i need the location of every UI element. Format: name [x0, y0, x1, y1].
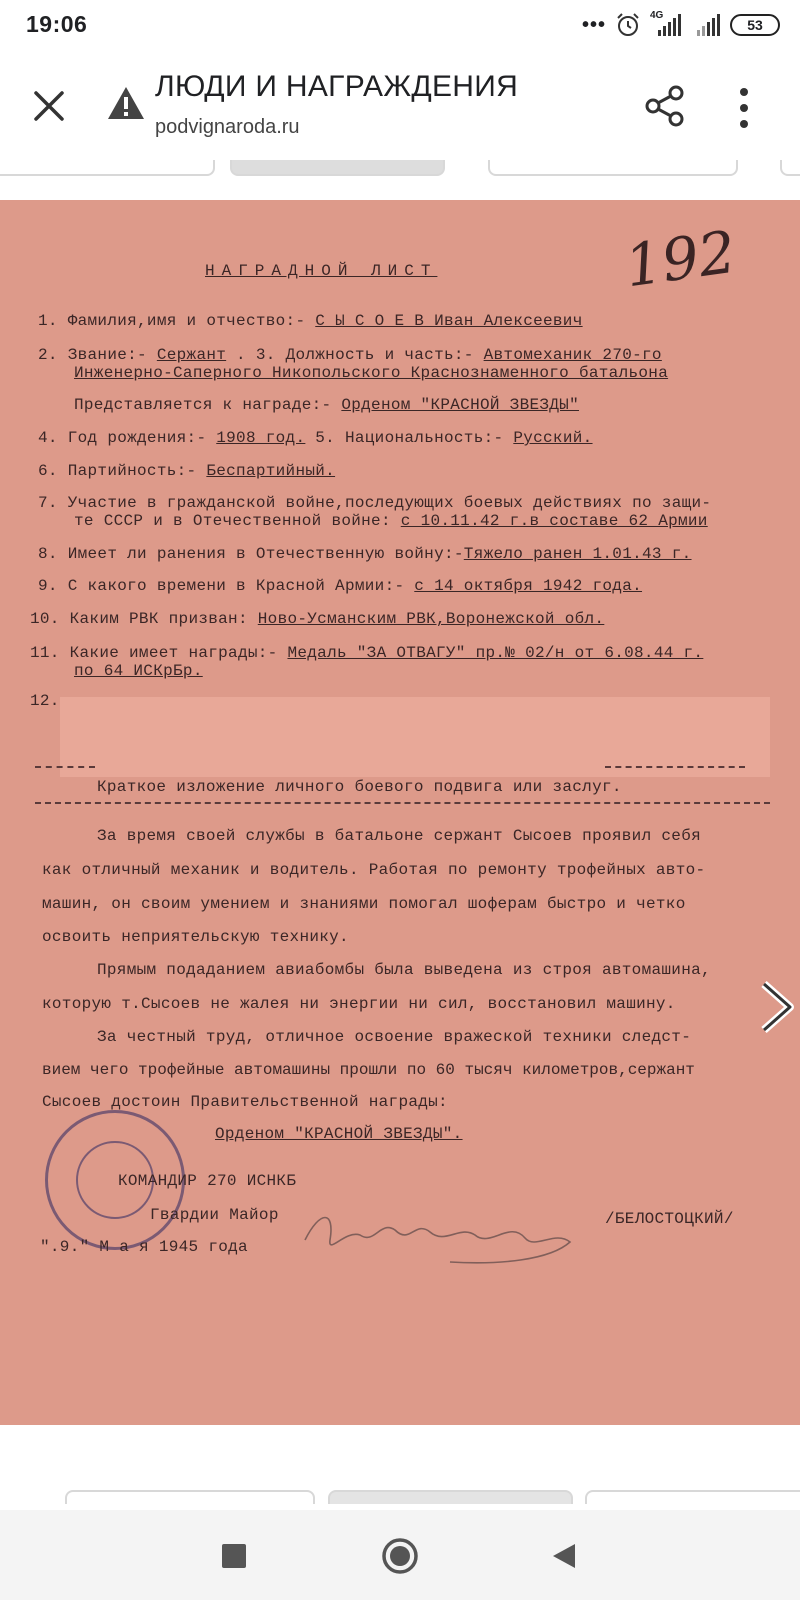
doc-line-11: 11. Какие имеет награды:- Медаль "ЗА ОТВАГУ" пр.№ 02/н от 6.08.44 г. [30, 644, 704, 662]
section-heading: Краткое изложение личного боевого подвига или заслуг. [97, 778, 622, 796]
body-line: освоить неприятельскую технику. [42, 928, 349, 946]
doc-line-7: 7. Участие в гражданской войне,последующих боевых действиях по защи- [38, 494, 712, 512]
battery-indicator: 53 [730, 14, 780, 36]
gallery-thumb[interactable] [780, 160, 800, 176]
document-date: ".9." М а я 1945 года [40, 1238, 248, 1256]
doc-line-11-cont: по 64 ИСКрБр. [74, 662, 203, 680]
blurred-region [60, 697, 770, 777]
status-bar [0, 0, 800, 50]
alarm-icon [615, 12, 641, 38]
triangle-back-icon [551, 1542, 577, 1570]
body-line: которую т.Сысоев не жалея ни энергии ни сил, восстановил машину. [42, 995, 676, 1013]
award-sheet-document [0, 200, 800, 1425]
gallery-thumb[interactable] [585, 1490, 800, 1504]
cellular-signal-icon: 4G [650, 14, 682, 36]
body-line: За время своей службы в батальоне сержант Сысоев проявил себя [97, 827, 701, 845]
body-line: как отличный механик и водитель. Работая по ремонту трофейных авто- [42, 861, 706, 879]
recent-apps-button[interactable] [210, 1532, 258, 1580]
close-icon[interactable] [28, 85, 70, 127]
gallery-thumb[interactable] [65, 1490, 315, 1504]
doc-line-12: 12. [30, 692, 60, 710]
doc-line-2: 2. Звание:- Сержант . 3. Должность и часть:- Автомеханик 270-го [38, 346, 662, 364]
doc-line-2-cont: Инженерно-Саперного Никопольского Краснознаменного батальона [74, 364, 669, 382]
gallery-thumb-strip-bottom [0, 1425, 800, 1510]
commander-rank: Гвардии Майор [150, 1206, 279, 1224]
gallery-thumb[interactable] [0, 160, 215, 176]
body-line: вием чего трофейные автомашины прошли по 60 тысяч километров,сержант [42, 1061, 695, 1079]
doc-line-8: 8. Имеет ли ранения в Отечественную войну:-Тяжело ранен 1.01.43 г. [38, 545, 692, 563]
system-navigation-bar [0, 1510, 800, 1600]
chevron-right-icon[interactable] [756, 980, 796, 1034]
commander-name: /БЕЛОСТОЦКИЙ/ [605, 1210, 734, 1228]
dashed-divider [605, 766, 745, 768]
cellular-signal-2-icon [691, 14, 721, 36]
custom-tab-toolbar [0, 50, 800, 160]
gallery-thumb[interactable] [230, 160, 445, 176]
gallery-thumb-strip-top [0, 160, 800, 200]
body-line: машин, он своим умением и знаниями помогал шоферам быстро и четко [42, 895, 686, 913]
doc-line-1: 1. Фамилия,имя и отчество:- С Ы С О Е В Иван Алексеевич [38, 312, 583, 330]
dashed-divider [35, 802, 770, 804]
doc-line-10: 10. Каким РВК призван: Ново-Усманским РВК,Воронежской обл. [30, 610, 605, 628]
dashed-divider [35, 766, 95, 768]
circle-icon [381, 1537, 419, 1575]
more-vert-icon[interactable] [737, 86, 751, 130]
more-notifications-icon: ••• [581, 14, 606, 36]
warning-icon[interactable] [106, 85, 146, 121]
doc-line-award: Представляется к награде:- Орденом "КРАСНОЙ ЗВЕЗДЫ" [74, 396, 579, 414]
home-button[interactable] [376, 1532, 424, 1580]
status-icons [582, 12, 780, 38]
gallery-thumb[interactable] [488, 160, 738, 176]
doc-line-7-cont: те СССР и в Отечественной войне: с 10.11.42 г.в составе 62 Армии [74, 512, 708, 530]
body-line: Прямым подаданием авиабомбы была выведена из строя автомашина, [97, 961, 711, 979]
status-time: 19:06 [26, 11, 88, 37]
document-title: НАГРАДНОЙ ЛИСТ [205, 262, 438, 280]
handwritten-signature [300, 1200, 585, 1270]
share-icon[interactable] [643, 84, 687, 128]
back-button[interactable] [540, 1532, 588, 1580]
body-line: Сысоев достоин Правительственной награды: [42, 1093, 448, 1111]
doc-line-6: 6. Партийность:- Беспартийный. [38, 462, 336, 480]
doc-line-4: 4. Год рождения:- 1908 год. 5. Национальность:- Русский. [38, 429, 593, 447]
award-line: Орденом "КРАСНОЙ ЗВЕЗДЫ". [215, 1125, 463, 1143]
handwritten-number: 192 [620, 217, 740, 301]
page-url: podvignaroda.ru [155, 116, 300, 138]
commander-title: КОМАНДИР 270 ИСНКБ [118, 1172, 297, 1190]
gallery-thumb[interactable] [328, 1490, 573, 1504]
doc-line-9: 9. С какого времени в Красной Армии:- с 14 октября 1942 года. [38, 577, 643, 595]
body-line: За честный труд, отличное освоение вражеской техники следст- [97, 1028, 692, 1046]
square-icon [221, 1543, 247, 1569]
page-title: ЛЮДИ И НАГРАЖДЕНИЯ [155, 70, 519, 103]
